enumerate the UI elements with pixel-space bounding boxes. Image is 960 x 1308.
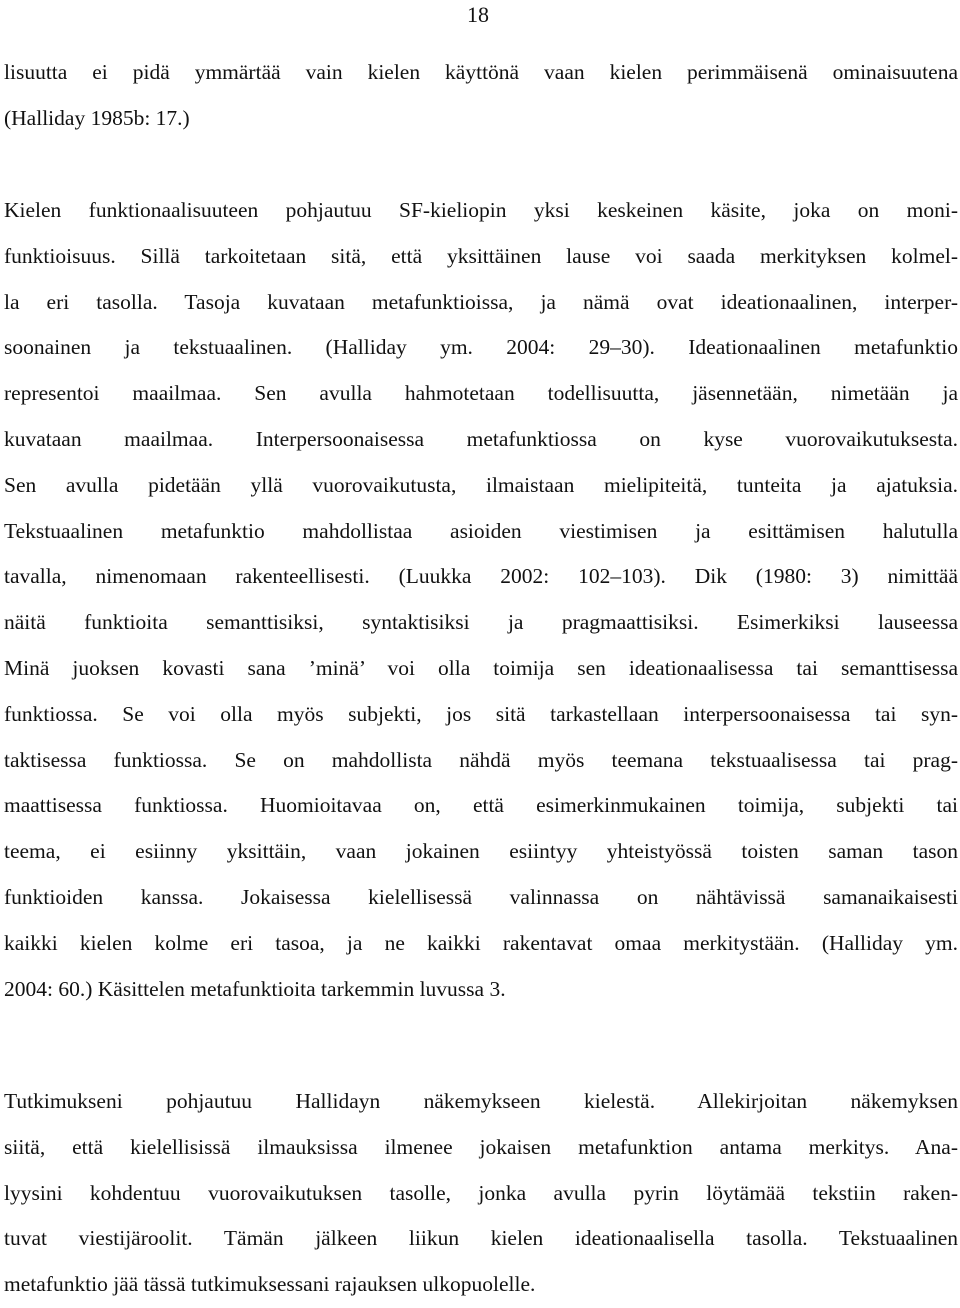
text-line: lisuutta ei pidä ymmärtää vain kielen käyttönä vaan kielen perimmäisenä ominaisuutena bbox=[4, 60, 958, 84]
text-line: lyysini kohdentuu vuorovaikutuksen tasolle, jonka avulla pyrin löytämää tekstiin raken- bbox=[4, 1180, 958, 1205]
text-line: metafunktio jää tässä tutkimuksessani rajauksen ulkopuolelle. bbox=[4, 1272, 536, 1297]
text-line: (Halliday 1985b: 17.) bbox=[4, 105, 190, 130]
text-line: Kielen funktionaalisuuteen pohjautuu SF-kieliopin yksi keskeinen käsite, joka on moni- bbox=[4, 198, 958, 222]
text-line: Tekstuaalinen metafunktio mahdollistaa asioiden viestimisen ja esittämisen halutulla bbox=[4, 518, 958, 543]
text-line: Sen avulla pidetään yllä vuorovaikutusta, ilmaistaan mielipiteitä, tunteita ja ajatuksia. bbox=[4, 472, 958, 497]
text-line: tuvat viestijäroolit. Tämän jälkeen liikun kielen ideationaalisella tasolla. Tekstuaalinen bbox=[4, 1226, 958, 1251]
text-line: maattisessa funktiossa. Huomioitavaa on, että esimerkinmukainen toimija, subjekti tai bbox=[4, 793, 958, 818]
page-number: 18 bbox=[467, 2, 489, 27]
text-line: soonainen ja tekstuaalinen. (Halliday ym. 2004: 29–30). Ideationaalinen metafunktio bbox=[4, 335, 958, 360]
paragraph-2 bbox=[4, 188, 958, 1012]
text-line: Minä juoksen kovasti sana ’minä’ voi olla toimija sen ideationaalisessa tai semanttisessa bbox=[4, 655, 958, 680]
text-line: la eri tasolla. Tasoja kuvataan metafunktioissa, ja nämä ovat ideationaalinen, interper- bbox=[4, 289, 958, 314]
text-line: funktioiden kanssa. Jokaisessa kielellisessä valinnassa on nähtävissä samanaikaisesti bbox=[4, 884, 958, 909]
text-line: näitä funktioita semanttisiksi, syntaktisiksi ja pragmaattisiksi. Esimerkiksi lauseessa bbox=[4, 610, 958, 635]
text-line: taktisessa funktiossa. Se on mahdollista nähdä myös teemana tekstuaalisessa tai prag- bbox=[4, 747, 958, 772]
text-line: Tutkimukseni pohjautuu Hallidayn näkemykseen kielestä. Allekirjoitan näkemyksen bbox=[4, 1089, 958, 1113]
text-line: funktiossa. Se voi olla myös subjekti, jos sitä tarkastellaan interpersoonaisessa tai syn- bbox=[4, 701, 958, 726]
text-line: 2004: 60.) Käsittelen metafunktioita tarkemmin luvussa 3. bbox=[4, 976, 506, 1001]
paragraph-1 bbox=[4, 50, 958, 142]
text-line: funktioisuus. Sillä tarkoitetaan sitä, että yksittäinen lause voi saada merkityksen kolmel- bbox=[4, 243, 958, 268]
text-line: kuvataan maailmaa. Interpersoonaisessa metafunktiossa on kyse vuorovaikutuksesta. bbox=[4, 426, 958, 451]
text-line: representoi maailmaa. Sen avulla hahmotetaan todellisuutta, jäsennetään, nimetään ja bbox=[4, 381, 958, 406]
text-line: teema, ei esiinny yksittäin, vaan jokainen esiintyy yhteistyössä toisten saman tason bbox=[4, 839, 958, 864]
text-line: tavalla, nimenomaan rakenteellisesti. (Luukka 2002: 102–103). Dik (1980: 3) nimittää bbox=[4, 564, 958, 589]
paragraph-3 bbox=[4, 1079, 958, 1308]
text-line: kaikki kielen kolme eri tasoa, ja ne kaikki rakentavat omaa merkitystään. (Halliday ym. bbox=[4, 930, 958, 955]
text-line: siitä, että kielellisissä ilmauksissa ilmenee jokaisen metafunktion antama merkitys. Ana- bbox=[4, 1134, 958, 1159]
